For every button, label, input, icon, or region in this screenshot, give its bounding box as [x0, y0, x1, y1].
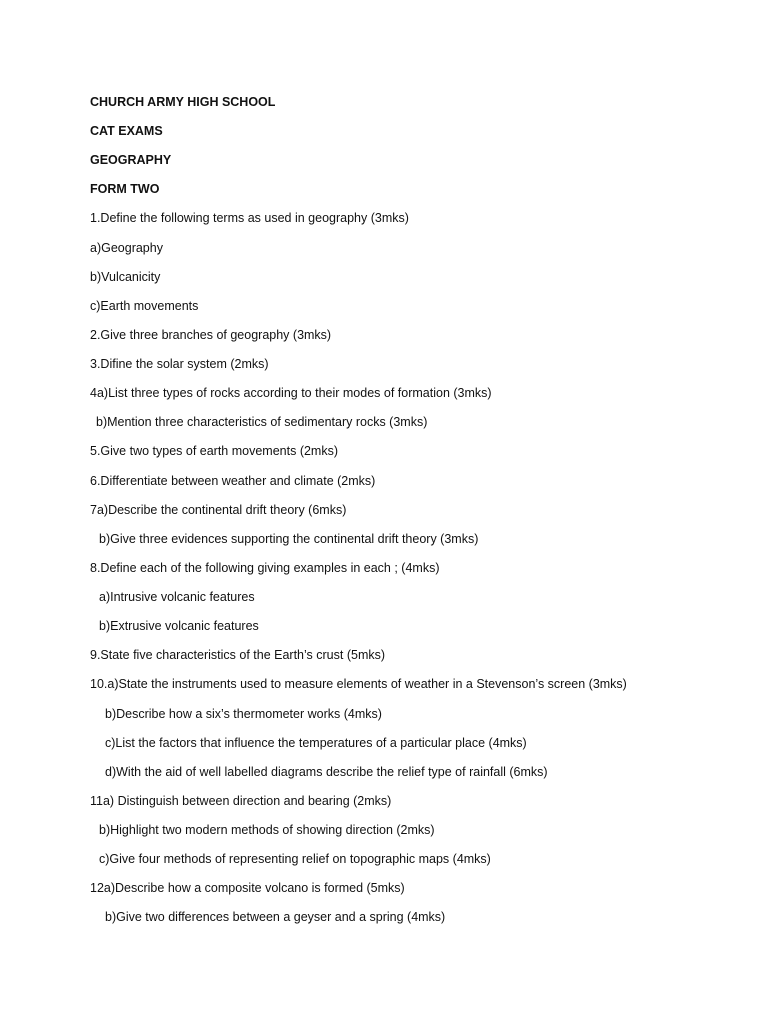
question-1: 1.Define the following terms as used in geography (3mks) — [90, 211, 409, 225]
exam-title: CAT EXAMS — [90, 124, 163, 138]
subject-title: GEOGRAPHY — [90, 153, 172, 167]
question-9: 9.State five characteristics of the Earth’s crust (5mks) — [90, 648, 386, 662]
question-12b: b)Give two differences between a geyser and a spring (4mks) — [105, 910, 446, 924]
question-8a: a)Intrusive volcanic features — [99, 590, 255, 604]
question-4a: 4a)List three types of rocks according to their modes of formation (3mks) — [90, 386, 492, 400]
question-1b: b)Vulcanicity — [90, 270, 161, 284]
question-6: 6.Differentiate between weather and climate (2mks) — [90, 474, 376, 488]
form-title: FORM TWO — [90, 182, 160, 196]
question-1a: a)Geography — [90, 241, 163, 255]
question-7b: b)Give three evidences supporting the continental drift theory (3mks) — [99, 532, 479, 546]
question-12a: 12a)Describe how a composite volcano is formed (5mks) — [90, 881, 405, 895]
question-2: 2.Give three branches of geography (3mks) — [90, 328, 332, 342]
question-10b: b)Describe how a six’s thermometer works (4mks) — [105, 707, 382, 721]
question-11a: 11a) Distinguish between direction and bearing (2mks) — [90, 794, 392, 808]
question-3: 3.Difine the solar system (2mks) — [90, 357, 269, 371]
question-7a: 7a)Describe the continental drift theory (6mks) — [90, 503, 347, 517]
question-8b: b)Extrusive volcanic features — [99, 619, 259, 633]
question-10a: 10.a)State the instruments used to measure elements of weather in a Stevenson’s screen (3mks) — [90, 677, 627, 691]
question-10d: d)With the aid of well labelled diagrams describe the relief type of rainfall (6mks) — [105, 765, 548, 779]
question-5: 5.Give two types of earth movements (2mks) — [90, 444, 339, 458]
question-1c: c)Earth movements — [90, 299, 199, 313]
question-4b: b)Mention three characteristics of sedimentary rocks (3mks) — [96, 415, 428, 429]
question-11b: b)Highlight two modern methods of showing direction (2mks) — [99, 823, 435, 837]
question-11c: c)Give four methods of representing relief on topographic maps (4mks) — [99, 852, 491, 866]
school-name: CHURCH ARMY HIGH SCHOOL — [90, 95, 276, 109]
question-10c: c)List the factors that influence the temperatures of a particular place (4mks) — [105, 736, 527, 750]
question-8: 8.Define each of the following giving examples in each ; (4mks) — [90, 561, 440, 575]
